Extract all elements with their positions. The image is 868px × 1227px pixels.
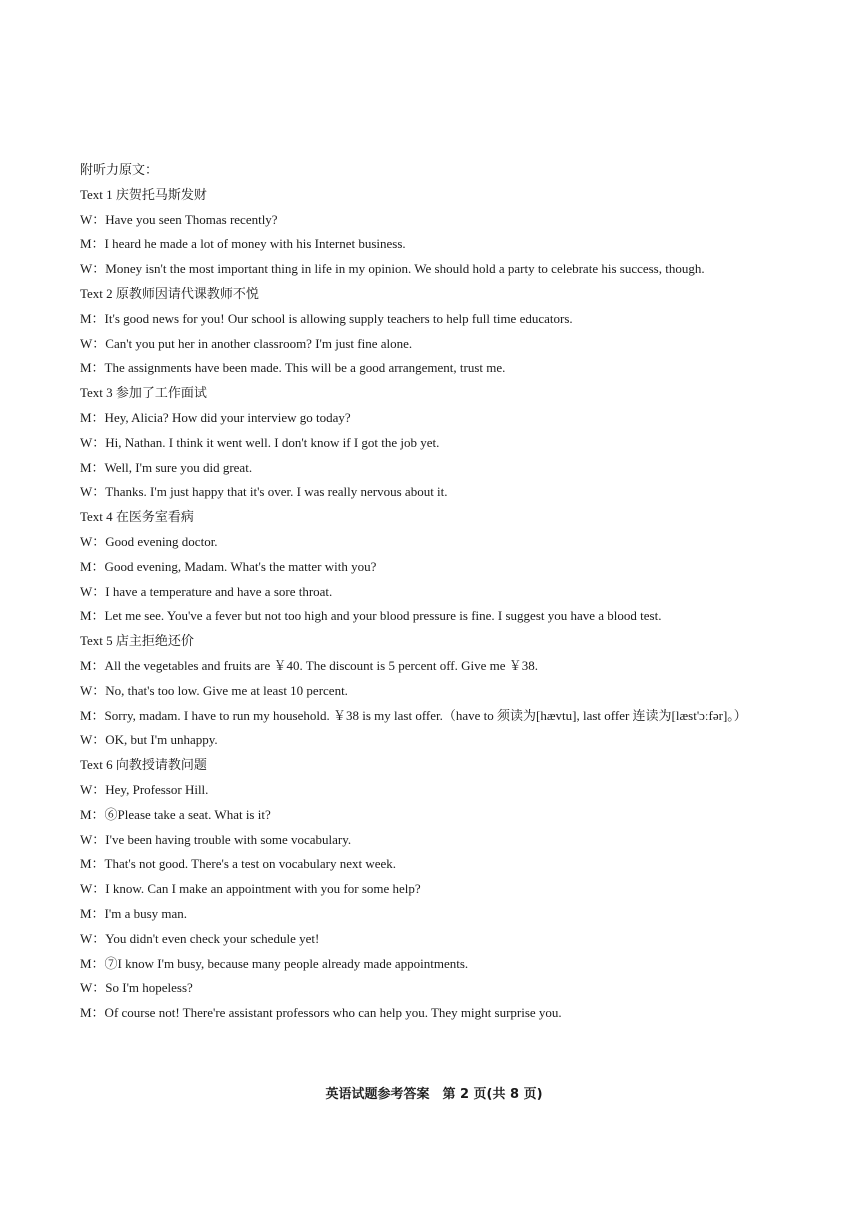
dialogue-line: M：Well, I'm sure you did great. [80, 459, 253, 475]
transcript-body [80, 158, 785, 1026]
dialogue-line: W：I know. Can I make an appointment with you for some help? [80, 881, 421, 897]
dialogue-line: W：Have you seen Thomas recently? [80, 211, 278, 227]
dialogue-line: W：Good evening doctor. [80, 533, 218, 549]
dialogue-line: M：Good evening, Madam. What's the matter with you? [80, 558, 377, 574]
dialogue-line: M：It's good news for you! Our school is allowing supply teachers to help full time educators. [80, 310, 573, 326]
dialogue-line: M：I'm a busy man. [80, 905, 188, 921]
dialogue-line: M：The assignments have been made. This will be a good arrangement, trust me. [80, 360, 506, 376]
dialogue-line: M：I heard he made a lot of money with his Internet business. [80, 236, 406, 252]
transcript-title: 附听力原文： [80, 162, 159, 177]
dialogue-line: W：You didn't even check your schedule yet! [80, 930, 320, 946]
dialogue-line: W：Can't you put her in another classroom? I'm just fine alone. [80, 335, 413, 351]
dialogue-line: M：All the vegetables and fruits are ￥40. The discount is 5 percent off. Give me ￥38. [80, 657, 539, 673]
dialogue-line: W：No, that's too low. Give me at least 10 percent. [80, 682, 348, 698]
dialogue-line: M：Of course not! There're assistant professors who can help you. They might surprise you. [80, 1005, 562, 1021]
dialogue-line: M：That's not good. There's a test on vocabulary next week. [80, 856, 397, 872]
dialogue-line: W：I've been having trouble with some vocabulary. [80, 831, 352, 847]
dialogue-line: W：OK, but I'm unhappy. [80, 732, 218, 748]
page-footer: 英语试题参考答案 第 2 页(共 8 页) [325, 1087, 543, 1102]
dialogue-line: M：Sorry, madam. I have to run my household. ￥38 is my last offer.（have to 须读为[hævtu], last offer 连读为[læst'ɔːfər]。） [80, 707, 747, 723]
dialogue-line: W：Money isn't the most important thing in life in my opinion. We should hold a party to celebrate his success, though. [80, 261, 705, 277]
section-heading: Text 2 原教师因请代课教师不悦 [80, 285, 259, 301]
dialogue-line: W：Hey, Professor Hill. [80, 781, 209, 797]
dialogue-line: M：Hey, Alicia? How did your interview go today? [80, 409, 351, 425]
dialogue-line: M：Let me see. You've a fever but not too high and your blood pressure is fine. I suggest you have a blood test. [80, 608, 662, 624]
section-heading: Text 4 在医务室看病 [80, 509, 194, 525]
dialogue-line: M：⑦I know I'm busy, because many people already made appointments. [80, 955, 469, 971]
section-heading: Text 6 向教授请教问题 [80, 757, 207, 773]
dialogue-line: W：I have a temperature and have a sore throat. [80, 583, 333, 599]
section-heading: Text 5 店主拒绝还价 [80, 633, 194, 649]
dialogue-line: W：So I'm hopeless? [80, 980, 193, 996]
section-heading: Text 3 参加了工作面试 [80, 385, 207, 401]
transcript-lines [80, 183, 785, 1026]
dialogue-line: W：Hi, Nathan. I think it went well. I don't know if I got the job yet. [80, 434, 440, 450]
dialogue-line: W：Thanks. I'm just happy that it's over. I was really nervous about it. [80, 484, 448, 500]
dialogue-line: M：⑥Please take a seat. What is it? [80, 806, 271, 822]
section-heading: Text 1 庆贺托马斯发财 [80, 186, 207, 202]
